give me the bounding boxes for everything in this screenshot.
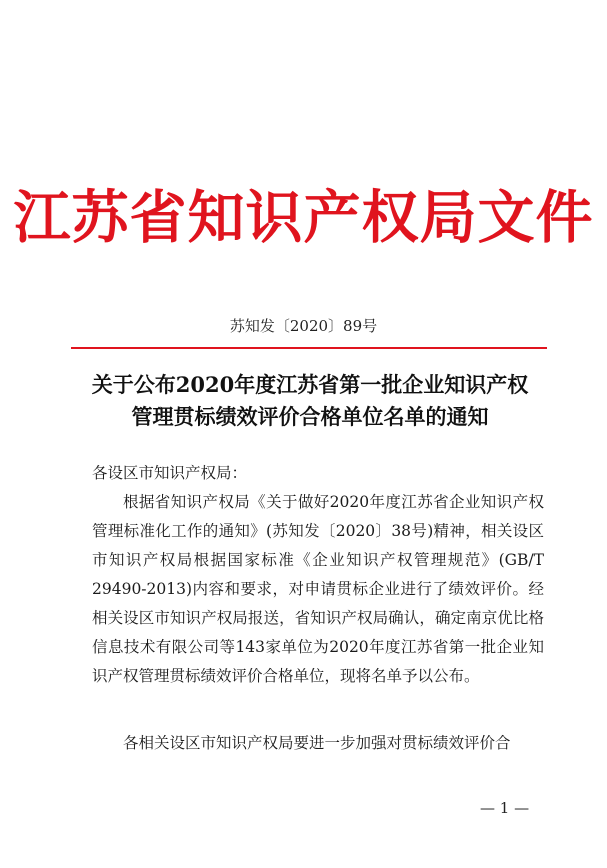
body-paragraph-1: 根据省知识产权局《关于做好2020年度江苏省企业知识产权管理标准化工作的通知》(苏知发〔2020〕38号)精神，相关设区市知识产权局根据国家标准《企业知识产权管理规范》(GB/T 29490-2013)内容和要求，对申请贯标企业进行了绩效评价。经相关设区市知识产权局报送，省知识产权局确认，确定南京优比格信息技术有限公司等143家单位为2020年度江苏省第一批企业知识产权管理贯标绩效评价合格单位，现将名单予以公布。 xyxy=(92,493,544,685)
notice-title-line-2: 管理贯标绩效评价合格单位名单的通知 xyxy=(131,404,489,429)
notice-title xyxy=(60,369,560,433)
salutation: 各设区市知识产权局： xyxy=(92,464,248,482)
document-header-title: 江苏省知识产权局文件 xyxy=(13,185,594,251)
page-number: — 1 — xyxy=(480,799,530,817)
red-divider-line xyxy=(71,347,547,349)
document-number: 苏知发〔2020〕89号 xyxy=(229,317,378,335)
notice-title-line-1: 关于公布2020年度江苏省第一批企业知识产权 xyxy=(91,372,529,397)
body-paragraph-2: 各相关设区市知识产权局要进一步加强对贯标绩效评价合 xyxy=(123,734,511,752)
